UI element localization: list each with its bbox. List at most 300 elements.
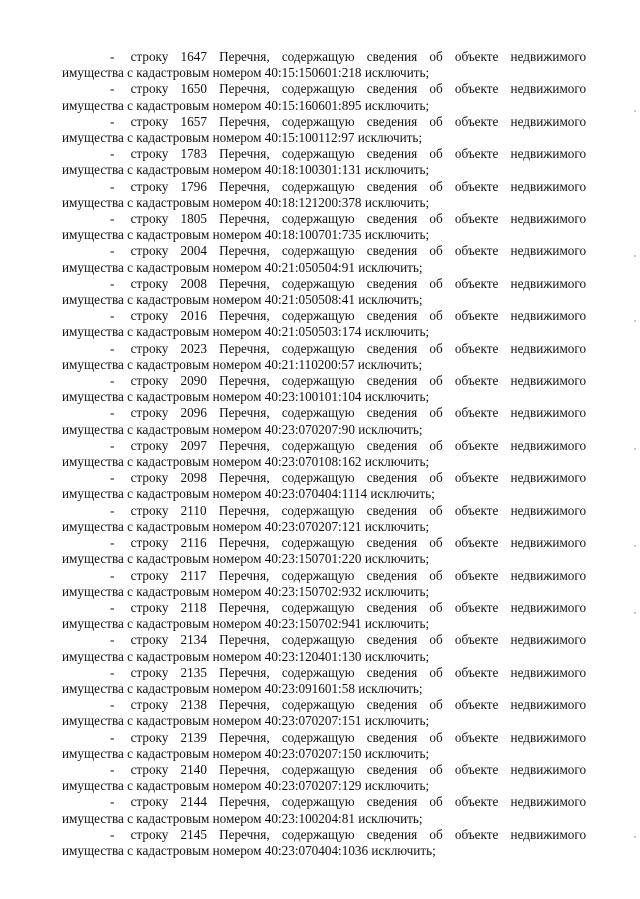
entry-first-line xyxy=(62,438,586,454)
exclude-suffix: исключить; xyxy=(364,162,430,178)
entry-second-line xyxy=(62,811,586,827)
containing-word: содержащую xyxy=(281,535,355,551)
row-number: 1647 xyxy=(180,49,207,64)
exclude-suffix: исключить; xyxy=(364,616,430,632)
object-word: объекте xyxy=(454,567,499,583)
row-number: 2096 xyxy=(180,405,207,421)
entry-second-line xyxy=(62,584,586,600)
entry-second-line xyxy=(62,292,586,308)
exclude-suffix: исключить; xyxy=(364,551,430,567)
row-word: строку xyxy=(130,761,169,777)
entry-first-line xyxy=(62,535,586,551)
realty-word: недвижимого xyxy=(510,697,587,713)
list-item xyxy=(62,438,586,470)
realty-word: недвижимого xyxy=(510,437,587,453)
about-word: об xyxy=(429,275,443,291)
row-word: строку xyxy=(130,275,169,291)
about-word: об xyxy=(429,599,443,615)
cadastral-number: 40:15:100112:97 xyxy=(264,130,355,146)
info-word: сведения xyxy=(366,794,418,810)
list-word: Перечня, xyxy=(219,308,270,324)
list-item xyxy=(62,276,586,308)
row-number: 1805 xyxy=(180,211,207,227)
entry-second-line xyxy=(62,843,586,859)
object-word: объекте xyxy=(454,470,499,486)
about-word: об xyxy=(429,113,443,129)
dash-mark: - xyxy=(110,794,115,810)
exclude-suffix: исключить; xyxy=(364,389,430,405)
about-word: об xyxy=(429,146,443,162)
exclude-suffix: исключить; xyxy=(364,324,430,340)
list-word: Перечня, xyxy=(218,599,270,615)
exclude-suffix: исключить; xyxy=(370,486,435,502)
entry-second-line xyxy=(62,422,586,438)
cadastral-number: 40:23:070108:162 xyxy=(264,454,362,470)
list-word: Перечня, xyxy=(219,405,270,421)
info-word: сведения xyxy=(366,437,418,453)
list-item xyxy=(62,762,586,794)
list-item xyxy=(62,405,586,437)
realty-word: недвижимого xyxy=(510,826,587,842)
scan-speck xyxy=(634,110,636,112)
list-word: Перечня, xyxy=(219,211,270,227)
dash-mark: - xyxy=(110,178,115,194)
entry-first-line xyxy=(62,276,586,292)
info-word: сведения xyxy=(366,146,418,162)
cadastral-number: 40:18:100301:131 xyxy=(264,162,362,178)
entry-first-line xyxy=(62,81,586,97)
info-word: сведения xyxy=(366,113,418,129)
info-word: сведения xyxy=(366,567,418,583)
exclude-suffix: исключить; xyxy=(358,810,423,826)
containing-word: содержащую xyxy=(281,794,355,810)
scan-speck xyxy=(634,448,636,450)
object-word: объекте xyxy=(454,81,499,97)
entry-first-line xyxy=(62,373,586,389)
entry-second-line xyxy=(62,130,586,146)
containing-word: содержащую xyxy=(281,373,355,389)
row-word: строку xyxy=(130,437,169,453)
cadastral-number: 40:18:121200:378 xyxy=(264,194,362,210)
info-word: сведения xyxy=(366,81,418,97)
exclude-suffix: исключить; xyxy=(364,65,430,81)
about-word: об xyxy=(429,470,443,486)
entry-first-line xyxy=(62,308,586,324)
entry-second-line xyxy=(62,681,586,697)
dash-mark: - xyxy=(110,697,115,713)
scan-speck xyxy=(634,255,636,257)
dash-mark: - xyxy=(110,664,115,680)
row-number: 2090 xyxy=(180,373,207,389)
list-item xyxy=(62,373,586,405)
exclude-suffix: исключить; xyxy=(364,778,430,794)
property-prefix: имущества с кадастровым номером xyxy=(62,842,262,858)
object-word: объекте xyxy=(454,632,499,648)
scan-speck xyxy=(634,545,636,547)
dash-mark: - xyxy=(110,275,115,291)
object-word: объекте xyxy=(454,113,499,129)
exclude-suffix: исключить; xyxy=(358,680,423,696)
row-word: строку xyxy=(130,632,169,648)
entry-first-line xyxy=(62,243,586,259)
row-number: 1796 xyxy=(180,178,207,194)
info-word: сведения xyxy=(366,535,418,551)
row-word: строку xyxy=(130,567,169,583)
property-prefix: имущества с кадастровым номером xyxy=(62,130,262,146)
object-word: объекте xyxy=(454,211,499,227)
realty-word: недвижимого xyxy=(510,308,587,324)
list-word: Перечня, xyxy=(219,49,270,64)
row-word: строку xyxy=(130,243,169,259)
exclude-suffix: исключить; xyxy=(364,227,430,243)
row-word: строку xyxy=(130,49,169,64)
cadastral-number: 40:23:070404:1036 xyxy=(264,842,369,858)
about-word: об xyxy=(429,632,443,648)
about-word: об xyxy=(429,211,443,227)
dash-mark: - xyxy=(110,567,115,583)
row-word: строку xyxy=(130,308,169,324)
entry-first-line xyxy=(62,49,586,65)
info-word: сведения xyxy=(366,664,418,680)
cadastral-number: 40:23:120401:130 xyxy=(264,648,362,664)
containing-word: содержащую xyxy=(281,470,355,486)
row-word: строку xyxy=(130,211,169,227)
cadastral-number: 40:15:150601:218 xyxy=(264,65,362,81)
entry-second-line xyxy=(62,486,586,502)
list-word: Перечня, xyxy=(218,567,270,583)
cadastral-number: 40:23:100101:104 xyxy=(264,389,362,405)
containing-word: содержащую xyxy=(281,826,355,842)
row-number: 1650 xyxy=(180,81,207,97)
cadastral-number: 40:23:070207:151 xyxy=(264,713,362,729)
list-word: Перечня, xyxy=(219,697,270,713)
realty-word: недвижимого xyxy=(510,794,587,810)
property-prefix: имущества с кадастровым номером xyxy=(62,421,262,437)
dash-mark: - xyxy=(110,729,115,745)
cadastral-number: 40:23:100204:81 xyxy=(264,810,355,826)
entry-second-line xyxy=(62,454,586,470)
exclude-suffix: исключить; xyxy=(364,583,430,599)
list-word: Перечня, xyxy=(219,275,270,291)
row-number: 2118 xyxy=(180,599,207,615)
entry-first-line xyxy=(62,146,586,162)
entry-first-line xyxy=(62,665,586,681)
entry-first-line xyxy=(62,697,586,713)
about-word: об xyxy=(429,437,443,453)
entry-first-line xyxy=(62,762,586,778)
containing-word: содержащую xyxy=(281,697,355,713)
list-word: Перечня, xyxy=(219,81,270,97)
list-item xyxy=(62,243,586,275)
row-word: строку xyxy=(130,405,169,421)
row-number: 2023 xyxy=(180,340,207,356)
containing-word: содержащую xyxy=(281,761,355,777)
list-item xyxy=(62,308,586,340)
entry-first-line xyxy=(62,341,586,357)
entry-second-line xyxy=(62,162,586,178)
dash-mark: - xyxy=(110,113,115,129)
about-word: об xyxy=(429,243,443,259)
containing-word: содержащую xyxy=(281,632,355,648)
realty-word: недвижимого xyxy=(510,373,587,389)
info-word: сведения xyxy=(366,826,418,842)
realty-word: недвижимого xyxy=(510,632,587,648)
realty-word: недвижимого xyxy=(510,211,587,227)
info-word: сведения xyxy=(366,729,418,745)
list-word: Перечня, xyxy=(219,373,270,389)
object-word: объекте xyxy=(454,697,499,713)
exclude-suffix: исключить; xyxy=(364,454,430,470)
list-item xyxy=(62,535,586,567)
property-prefix: имущества с кадастровым номером xyxy=(62,648,262,664)
property-prefix: имущества с кадастровым номером xyxy=(62,292,262,308)
exclude-suffix: исключить; xyxy=(357,356,423,372)
object-word: объекте xyxy=(454,535,499,551)
dash-mark: - xyxy=(110,373,115,389)
row-word: строку xyxy=(130,535,169,551)
row-number: 2110 xyxy=(180,502,207,518)
info-word: сведения xyxy=(366,632,418,648)
property-prefix: имущества с кадастровым номером xyxy=(62,65,262,81)
document-page xyxy=(62,49,586,859)
object-word: объекте xyxy=(454,794,499,810)
exclude-suffix: исключить; xyxy=(358,421,423,437)
list-item xyxy=(62,81,586,113)
scan-speck xyxy=(634,320,636,322)
containing-word: содержащую xyxy=(281,599,355,615)
entry-first-line xyxy=(62,179,586,195)
list-item xyxy=(62,211,586,243)
realty-word: недвижимого xyxy=(510,470,587,486)
realty-word: недвижимого xyxy=(510,599,587,615)
row-number: 1657 xyxy=(180,113,207,129)
list-item xyxy=(62,114,586,146)
entry-first-line xyxy=(62,632,586,648)
realty-word: недвижимого xyxy=(510,178,587,194)
row-word: строку xyxy=(130,599,169,615)
info-word: сведения xyxy=(366,49,418,64)
row-number: 2139 xyxy=(180,729,207,745)
cadastral-number: 40:21:050508:41 xyxy=(264,292,355,308)
dash-mark: - xyxy=(110,340,115,356)
object-word: объекте xyxy=(454,49,499,64)
list-word: Перечня, xyxy=(219,761,270,777)
cadastral-number: 40:23:150702:941 xyxy=(264,616,362,632)
row-number: 1783 xyxy=(180,146,207,162)
list-item xyxy=(62,665,586,697)
containing-word: содержащую xyxy=(281,664,355,680)
list-item xyxy=(62,697,586,729)
dash-mark: - xyxy=(110,826,115,842)
list-word: Перечня, xyxy=(219,794,270,810)
list-word: Перечня, xyxy=(219,632,270,648)
cadastral-number: 40:15:160601:895 xyxy=(264,97,362,113)
info-word: сведения xyxy=(366,178,418,194)
list-item xyxy=(62,503,586,535)
property-prefix: имущества с кадастровым номером xyxy=(62,518,262,534)
list-word: Перечня, xyxy=(219,470,270,486)
entry-first-line xyxy=(62,730,586,746)
containing-word: содержащую xyxy=(281,81,355,97)
entry-first-line xyxy=(62,827,586,843)
dash-mark: - xyxy=(110,49,115,64)
realty-word: недвижимого xyxy=(510,729,587,745)
row-number: 2135 xyxy=(180,664,207,680)
row-number: 2134 xyxy=(180,632,207,648)
exclude-suffix: исключить; xyxy=(364,518,430,534)
row-word: строку xyxy=(130,470,169,486)
object-word: объекте xyxy=(454,275,499,291)
cadastral-number: 40:23:070207:150 xyxy=(264,745,362,761)
realty-word: недвижимого xyxy=(510,502,587,518)
entry-second-line xyxy=(62,195,586,211)
object-word: объекте xyxy=(454,243,499,259)
list-item xyxy=(62,794,586,826)
list-word: Перечня, xyxy=(219,146,270,162)
cadastral-number: 40:23:150701:220 xyxy=(264,551,362,567)
info-word: сведения xyxy=(366,405,418,421)
list-word: Перечня, xyxy=(219,437,270,453)
row-number: 2097 xyxy=(180,437,207,453)
object-word: объекте xyxy=(454,761,499,777)
property-prefix: имущества с кадастровым номером xyxy=(62,259,262,275)
object-word: объекте xyxy=(454,502,499,518)
entry-second-line xyxy=(62,324,586,340)
entry-second-line xyxy=(62,551,586,567)
info-word: сведения xyxy=(366,761,418,777)
scan-speck xyxy=(634,612,636,614)
row-number: 2098 xyxy=(180,470,207,486)
property-prefix: имущества с кадастровым номером xyxy=(62,583,262,599)
object-word: объекте xyxy=(454,826,499,842)
row-number: 2138 xyxy=(180,697,207,713)
property-prefix: имущества с кадастровым номером xyxy=(62,810,262,826)
exclude-suffix: исключить; xyxy=(364,745,430,761)
info-word: сведения xyxy=(366,243,418,259)
containing-word: содержащую xyxy=(281,49,355,64)
entry-second-line xyxy=(62,98,586,114)
info-word: сведения xyxy=(366,211,418,227)
row-word: строку xyxy=(130,373,169,389)
row-word: строку xyxy=(130,729,169,745)
containing-word: содержащую xyxy=(281,729,355,745)
property-prefix: имущества с кадастровым номером xyxy=(62,324,262,340)
object-word: объекте xyxy=(454,437,499,453)
containing-word: содержащую xyxy=(281,178,355,194)
realty-word: недвижимого xyxy=(510,243,587,259)
list-word: Перечня, xyxy=(219,243,270,259)
containing-word: содержащую xyxy=(281,211,355,227)
about-word: об xyxy=(429,729,443,745)
info-word: сведения xyxy=(366,308,418,324)
entry-first-line xyxy=(62,405,586,421)
entry-first-line xyxy=(62,470,586,486)
entry-second-line xyxy=(62,227,586,243)
list-item xyxy=(62,632,586,664)
about-word: об xyxy=(429,308,443,324)
row-number: 2116 xyxy=(180,535,207,551)
row-word: строку xyxy=(130,794,169,810)
containing-word: содержащую xyxy=(281,567,355,583)
property-prefix: имущества с кадастровым номером xyxy=(62,486,262,502)
row-word: строку xyxy=(130,502,169,518)
dash-mark: - xyxy=(110,81,115,97)
property-prefix: имущества с кадастровым номером xyxy=(62,389,262,405)
dash-mark: - xyxy=(110,211,115,227)
property-prefix: имущества с кадастровым номером xyxy=(62,745,262,761)
entry-second-line xyxy=(62,713,586,729)
about-word: об xyxy=(429,49,443,64)
cadastral-number: 40:21:050503:174 xyxy=(264,324,362,340)
about-word: об xyxy=(429,664,443,680)
property-prefix: имущества с кадастровым номером xyxy=(62,551,262,567)
dash-mark: - xyxy=(110,470,115,486)
property-prefix: имущества с кадастровым номером xyxy=(62,356,262,372)
list-item xyxy=(62,470,586,502)
containing-word: содержащую xyxy=(281,275,355,291)
containing-word: содержащую xyxy=(281,243,355,259)
entry-first-line xyxy=(62,211,586,227)
info-word: сведения xyxy=(366,373,418,389)
property-prefix: имущества с кадастровым номером xyxy=(62,680,262,696)
entry-second-line xyxy=(62,389,586,405)
about-word: об xyxy=(429,697,443,713)
realty-word: недвижимого xyxy=(510,761,587,777)
row-number: 2008 xyxy=(180,275,207,291)
list-word: Перечня, xyxy=(219,340,270,356)
entry-first-line xyxy=(62,794,586,810)
realty-word: недвижимого xyxy=(510,113,587,129)
dash-mark: - xyxy=(110,761,115,777)
object-word: объекте xyxy=(454,664,499,680)
cadastral-number: 40:23:070207:121 xyxy=(264,518,362,534)
row-word: строку xyxy=(130,178,169,194)
object-word: объекте xyxy=(454,178,499,194)
list-item xyxy=(62,827,586,859)
row-number: 2144 xyxy=(180,794,207,810)
dash-mark: - xyxy=(110,535,115,551)
entry-first-line xyxy=(62,568,586,584)
exclude-suffix: исключить; xyxy=(358,292,423,308)
object-word: объекте xyxy=(454,146,499,162)
realty-word: недвижимого xyxy=(510,405,587,421)
entry-second-line xyxy=(62,649,586,665)
entry-first-line xyxy=(62,114,586,130)
exclude-suffix: исключить; xyxy=(364,194,430,210)
containing-word: содержащую xyxy=(281,437,355,453)
entry-second-line xyxy=(62,519,586,535)
about-word: об xyxy=(429,178,443,194)
info-word: сведения xyxy=(366,470,418,486)
entry-first-line xyxy=(62,503,586,519)
realty-word: недвижимого xyxy=(510,340,587,356)
containing-word: содержащую xyxy=(281,405,355,421)
property-prefix: имущества с кадастровым номером xyxy=(62,162,262,178)
row-number: 2140 xyxy=(180,761,207,777)
object-word: объекте xyxy=(454,373,499,389)
about-word: об xyxy=(429,373,443,389)
about-word: об xyxy=(429,340,443,356)
object-word: объекте xyxy=(454,405,499,421)
list-item xyxy=(62,600,586,632)
property-prefix: имущества с кадастровым номером xyxy=(62,194,262,210)
list-word: Перечня, xyxy=(219,826,270,842)
cadastral-number: 40:23:070207:90 xyxy=(264,421,355,437)
row-number: 2145 xyxy=(180,826,207,842)
object-word: объекте xyxy=(454,308,499,324)
exclude-suffix: исключить; xyxy=(357,130,423,146)
row-word: строку xyxy=(130,340,169,356)
